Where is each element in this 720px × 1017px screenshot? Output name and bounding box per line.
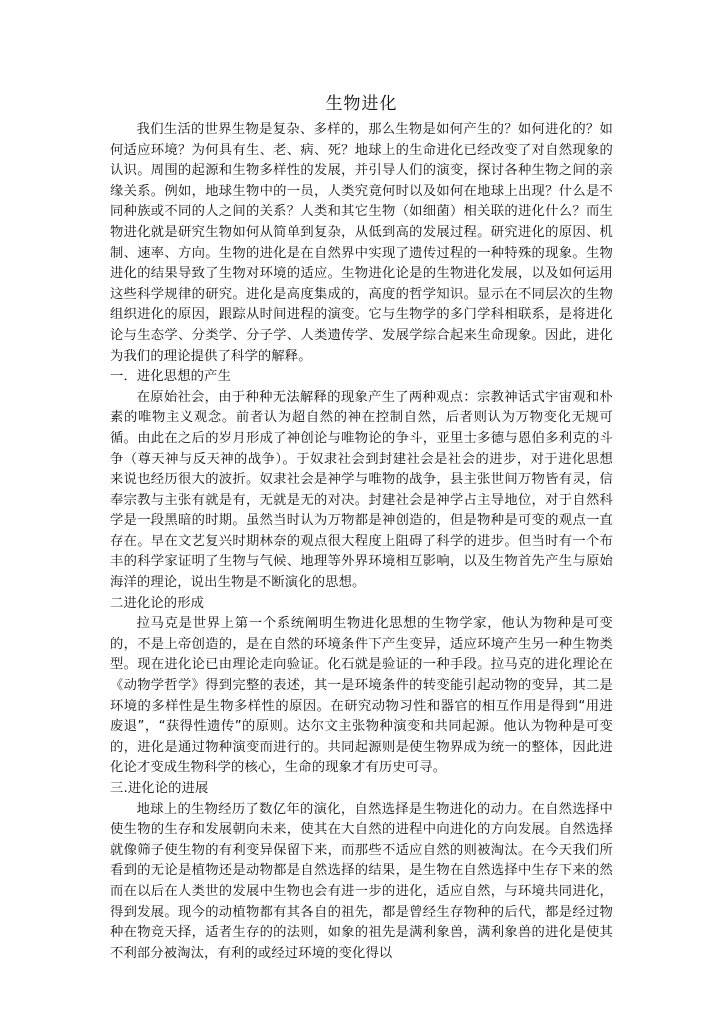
intro-paragraph: 我们生活的世界生物是复杂、多样的，那么生物是如何产生的？如何进化的？如何适应环境？为何具有生、老、病、死？地球上的生命进化已经改变了对自然现象的认识。周围的起源和生物多样性的发展，并引导人们的演变，探讨各种生物之间的亲缘关系。例如，地球生物中的一员，人类究竟何时以及如何在地球上出现？什么是不同种族或不同的人之间的关系？人类和其它生物（如细菌）相关联的进化什么？而生物进化就是研究生物如何从简单到复杂，从低到高的发展过程。研究进化的原因、机制、速率、方向。生物的进化是在自然界中实现了遗传过程的一种特殊的现象。生物进化的结果导致了生物对环境的适应。生物进化论是的生物进化发展，以及如何运用这些科学规律的研究。进化是高度集成的，高度的哲学知识。显示在不同层次的生物组织进化的原因，跟踪从时间进程的演变。它与生物学的多门学科相联系，是将进化论与生态学、分类学、分子学、人类遗传学、发展学综合起来生命现象。因此，进化为我们的理论提供了科学的解释。 [110,122,613,364]
section-3-heading: 三.进化论的进展 [110,781,209,796]
section-3-paragraph: 地球上的生物经历了数亿年的演化，自然选择是生物进化的动力。在自然选择中使生物的生存和发展朝向未来，使其在大自然的进程中向进化的方向发展。自然选择就像筛子使生物的有利变异保留下来，而那些不适应自然的则被淘汰。在今天我们所看到的无论是植物还是动物都是自然选择的结果，是生物在自然选择中生存下来的然而在以后在人类世的发展中生物也会有进一步的进化，适应自然，与环境共同进化，得到发展。现今的动植物都有其各自的祖先，都是曾经生存物种的后代，都是经过物种在物竞天择，适者生存的的法则，如象的祖先是满利象兽，满利象兽的进化是使其不利部分被淘汰，有利的或经过环境的变化得以 [110,801,613,961]
section-1-paragraph: 在原始社会，由于种种无法解释的现象产生了两种观点：宗教神话式宇宙观和朴素的唯物主义观念。前者认为超自然的神在控制自然，后者则认为万物变化无规可循。由此在之后的岁月形成了神创论与唯物论的争斗，亚里士多德与恩伯多利克的斗争（尊天神与反天神的战争）。于奴隶社会到封建社会是社会的进步，对于进化思想来说也经历很大的波折。奴隶社会是神学与唯物的战争，县主张世间万物皆有灵，信奉宗教与主张有就是有，无就是无的对决。封建社会是神学占主导地位，对于自然科学是一段黑暗的时期。虽然当时认为万物都是神创造的，但是物种是可变的观点一直存在。早在文艺复兴时期林奈的观点很大程度上阻碍了科学的进步。但当时有一个布丰的科学家证明了生物与气候、地理等外界环境相互影响，以及生物首先产生与原始海洋的理论，说出生物是不断演化的思想。 [110,389,613,591]
document-title: 生物进化 [325,94,398,114]
section-2-heading: 二进化论的形成 [110,595,205,611]
document-page [110,92,613,964]
section-2-paragraph: 拉马克是世界上第一个系统阐明生物进化思想的生物学家，他认为物种是可变的，不是上帝创造的，是在自然的环境条件下产生变异，适应环境产生另一种生物类型。现在进化论已由理论走向验证。化石就是验证的一种手段。拉马克的进化理论在《动物学哲学》得到完整的表述，其一是环境条件的转变能引起动物的变异，其二是环境的多样性是生物多样性的原因。在研究动物习性和器官的相互作用是得到“用进废退”，“获得性遗传”的原则。达尔文主张物种演变和共同起源。他认为物种是可变的，进化是通过物种演变而进行的。共同起源则是使生物界成为统一的整体，因此进化论才变成生物科学的核心，生命的现象才有历史可寻。 [110,616,613,776]
section-1-heading: 一．进化思想的产生 [110,369,232,385]
